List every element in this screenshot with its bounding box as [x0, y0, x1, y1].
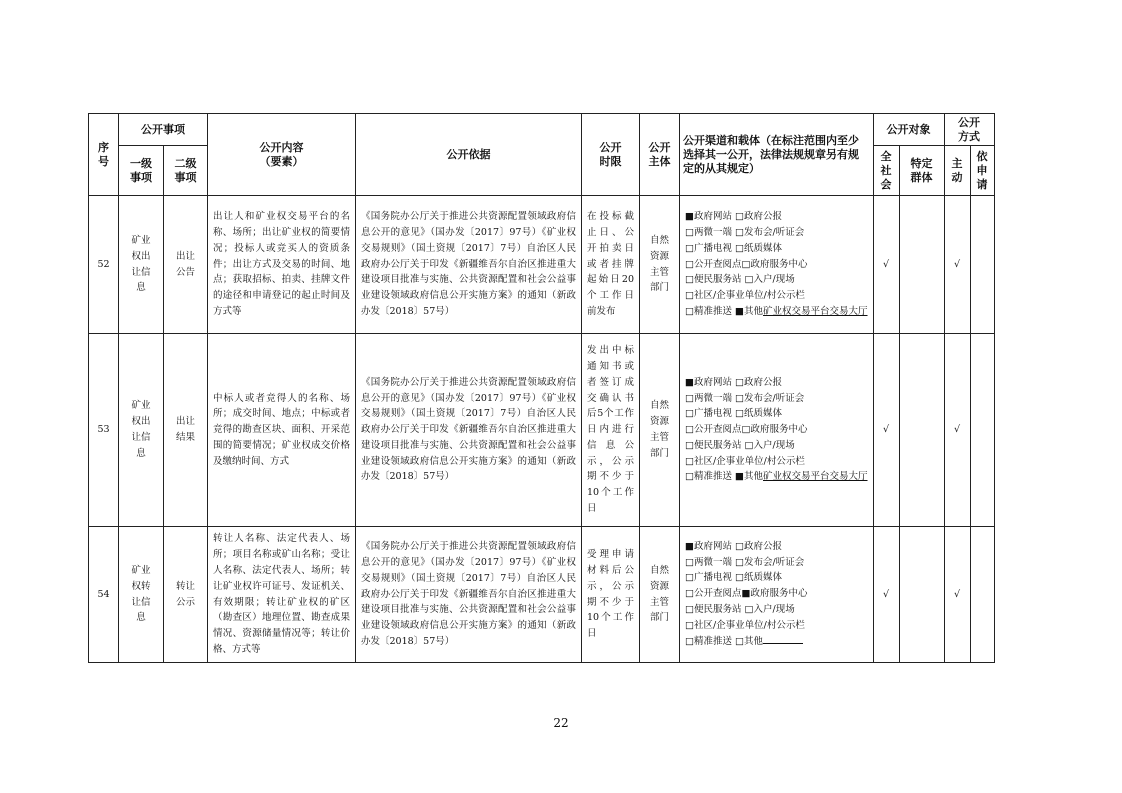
header-target-group: 公开对象: [873, 114, 944, 146]
channel-two-micro-one-end: □两微一端: [685, 392, 732, 404]
channel-community-board: □社区/企事业单位/村公示栏: [685, 619, 805, 631]
row-level2: 出让结果: [164, 334, 208, 527]
row-active: √: [944, 334, 970, 527]
header-channel: 公开渠道和载体（在标注范围内至少选择其一公开，法律法规规章另有规定的从其规定）: [680, 114, 874, 196]
row-specific-group: [899, 334, 944, 527]
header-level2: 二级事项: [164, 146, 208, 196]
header-item-group: 公开事项: [119, 114, 208, 146]
row-specific-group: [899, 527, 944, 663]
row-specific-group: [899, 196, 944, 334]
header-all-society: 全社会: [873, 146, 899, 196]
channel-public-reading-point: □公开查阅点: [685, 424, 742, 436]
disclosure-table: [88, 113, 995, 663]
channel-press-hearing: □发布会/听证会: [735, 227, 805, 238]
table-row: [89, 334, 995, 527]
channel-onsite: □入户/现场: [744, 603, 795, 615]
header-on-request: 依申请: [970, 146, 994, 196]
header-active: 主动: [944, 146, 970, 196]
channel-broadcast-tv: □广播电视: [685, 572, 732, 584]
row-seq: 52: [89, 196, 119, 334]
table-row: [89, 527, 995, 663]
row-on-request: [970, 527, 994, 663]
row-subject: 自然资源主管部门: [640, 527, 680, 663]
row-active: √: [944, 527, 970, 663]
row-channels: [680, 196, 874, 334]
channel-public-reading-point: □公开查阅点: [685, 588, 742, 600]
row-content: 转让人名称、法定代表人、场所；项目名称或矿山名称；受让人名称、法定代表人、场所；转让矿业权许可证号、发证机关、有效期限；转让矿业权的矿区（勘查区）地理位置、勘查成果情况、资源储量情况等；转让价格、方式等: [208, 527, 356, 663]
row-level2: 出让公告: [164, 196, 208, 334]
channel-two-micro-one-end: □两微一端: [685, 556, 732, 568]
channel-press-hearing: □发布会/听证会: [735, 556, 805, 568]
header-seq: 序号: [89, 114, 119, 196]
header-level1: 一级事项: [119, 146, 164, 196]
channel-broadcast-tv: □广播电视: [685, 242, 732, 254]
channel-press-hearing: □发布会/听证会: [735, 392, 805, 404]
channel-gov-website: ■政府网站: [685, 211, 732, 223]
row-channels: [680, 334, 874, 527]
row-seq: 53: [89, 334, 119, 527]
channel-gov-service-center: □政府服务中心: [741, 258, 808, 270]
header-specific-group: 特定群体: [899, 146, 944, 196]
page-number: 22: [553, 716, 569, 730]
channel-other: □其他: [735, 636, 763, 648]
header-row-1: [89, 114, 995, 146]
channel-community-board: □社区/企事业单位/村公示栏: [685, 290, 805, 302]
row-subject: 自然资源主管部门: [640, 334, 680, 527]
row-content: 出让人和矿业权交易平台的名称、场所；出让矿业权的简要情况；投标人或竞买人的资质条件；出让方式及交易的时间、地点；获取招标、拍卖、挂牌文件的途径和申请登记的起止时间及方式等: [208, 196, 356, 334]
header-method-group: 公开方式: [944, 114, 994, 146]
channel-gov-gazette: □政府公报: [735, 376, 782, 388]
channel-other: ■其他: [735, 471, 763, 483]
channel-public-reading-point: □公开查阅点: [685, 258, 742, 270]
channel-gov-gazette: □政府公报: [735, 211, 782, 223]
row-level1: 矿业权转让信息: [119, 527, 164, 663]
channel-precise-push: □精准推送: [685, 471, 732, 483]
row-timelimit: 发出中标通知书或者签订成交确认书后5个工作日内进行信息公示，公示期不少于10个工作日: [582, 334, 640, 527]
row-seq: 54: [89, 527, 119, 663]
row-on-request: [970, 334, 994, 527]
header-content-line1: 公开内容: [259, 140, 304, 154]
channel-precise-push: □精准推送: [685, 636, 732, 648]
channel-onsite: □入户/现场: [744, 274, 795, 286]
channel-other-blank: [763, 633, 803, 644]
channel-precise-push: □精准推送: [685, 305, 732, 317]
channel-print-media: □纸质媒体: [735, 408, 782, 420]
row-subject: 自然资源主管部门: [640, 196, 680, 334]
row-all-society: √: [873, 196, 899, 334]
channel-print-media: □纸质媒体: [735, 572, 782, 584]
channel-gov-service-center: □政府服务中心: [741, 424, 808, 436]
row-level1: 矿业权出让信息: [119, 334, 164, 527]
channel-other: ■其他: [735, 305, 763, 317]
channel-gov-service-center: ■政府服务中心: [741, 588, 808, 600]
header-timelimit: 公开时限: [582, 114, 640, 196]
row-basis: 《国务院办公厅关于推进公共资源配置领域政府信息公开的意见》（国办发〔2017〕97号）《矿业权交易规则》（国土资规〔2017〕7号）自治区人民政府办公厅关于印发《新疆维吾尔自治区推进重大建设项目批准与实施、公共资源配置和社会公益事业建设领域政府信息公开实施方案》的通知（新政办发〔2018〕57号）: [356, 334, 582, 527]
header-basis: 公开依据: [356, 114, 582, 196]
header-subject: 公开主体: [640, 114, 680, 196]
row-on-request: [970, 196, 994, 334]
header-content: [208, 114, 356, 196]
row-timelimit: 在投标截止日、公开拍卖日或者挂牌起始日20个工作日前发布: [582, 196, 640, 334]
channel-other-text: 矿业权交易平台交易大厅: [763, 471, 868, 483]
channel-convenience-station: □便民服务站: [685, 274, 742, 286]
row-timelimit: 受理申请材料后公示，公示期不少于10个工作日: [582, 527, 640, 663]
row-content: 中标人或者竞得人的名称、场所；成交时间、地点；中标或者竞得的勘查区块、面积、开采范围的简要情况；矿业权成交价格及缴纳时间、方式: [208, 334, 356, 527]
channel-gov-website: ■政府网站: [685, 540, 732, 552]
channel-two-micro-one-end: □两微一端: [685, 227, 732, 238]
channel-convenience-station: □便民服务站: [685, 439, 742, 451]
row-channels: [680, 527, 874, 663]
row-all-society: √: [873, 527, 899, 663]
row-basis: 《国务院办公厅关于推进公共资源配置领域政府信息公开的意见》（国办发〔2017〕97号）《矿业权交易规则》（国土资规〔2017〕7号）自治区人民政府办公厅关于印发《新疆维吾尔自治区推进重大建设项目批准与实施、公共资源配置和社会公益事业建设领域政府信息公开实施方案》的通知（新政办发〔2018〕57号）: [356, 196, 582, 334]
row-level2: 转让公示: [164, 527, 208, 663]
channel-other-text: 矿业权交易平台交易大厅: [763, 305, 868, 317]
row-level1: 矿业权出让信息: [119, 196, 164, 334]
channel-broadcast-tv: □广播电视: [685, 408, 732, 420]
row-basis: 《国务院办公厅关于推进公共资源配置领域政府信息公开的意见》（国办发〔2017〕97号）《矿业权交易规则》（国土资规〔2017〕7号）自治区人民政府办公厅关于印发《新疆维吾尔自治区推进重大建设项目批准与实施、公共资源配置和社会公益事业建设领域政府信息公开实施方案》的通知（新政办发〔2018〕57号）: [356, 527, 582, 663]
channel-gov-gazette: □政府公报: [735, 540, 782, 552]
channel-community-board: □社区/企事业单位/村公示栏: [685, 455, 805, 467]
channel-onsite: □入户/现场: [744, 439, 795, 451]
channel-convenience-station: □便民服务站: [685, 603, 742, 615]
header-content-line2: （要素）: [259, 154, 304, 168]
channel-print-media: □纸质媒体: [735, 242, 782, 254]
channel-gov-website: ■政府网站: [685, 376, 732, 388]
row-active: √: [944, 196, 970, 334]
row-all-society: √: [873, 334, 899, 527]
table-row: [89, 196, 995, 334]
